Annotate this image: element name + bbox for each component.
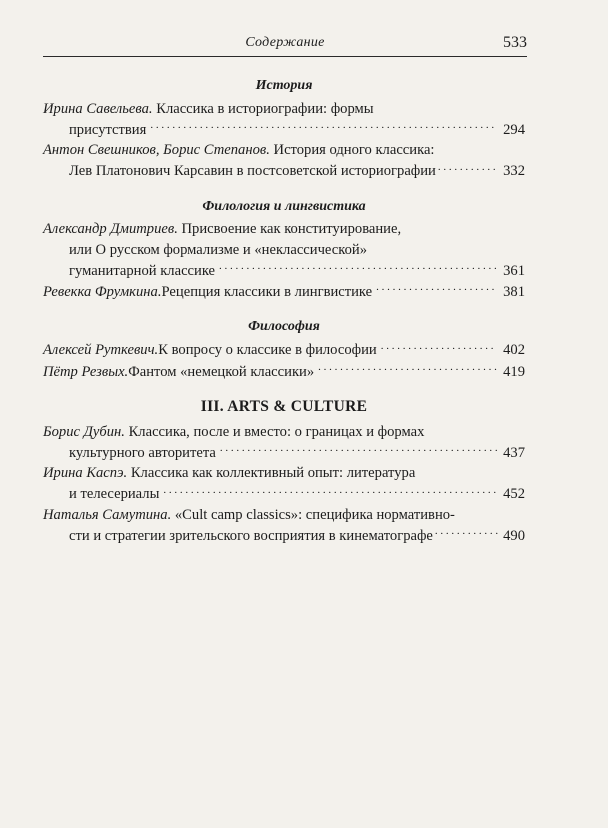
dot-leader <box>381 340 497 355</box>
dot-leader <box>318 361 497 376</box>
dot-leader <box>150 119 497 134</box>
entry-title-continued: и телесериалы <box>69 486 160 503</box>
entry-author: Ревекка Фрумкина. <box>43 283 162 300</box>
entry-author: Ирина Савельева. <box>43 100 153 117</box>
entry-title-continued: сти и стратегии зрительского восприятия в кинематографе <box>69 527 433 544</box>
entry-title: Рецепция классики в лингвистике <box>161 283 373 300</box>
toc-entry[interactable] <box>43 219 525 281</box>
table-of-contents <box>43 76 525 561</box>
dot-leader <box>220 442 497 457</box>
page-header <box>43 34 527 54</box>
entry-page-number: 402 <box>503 342 525 359</box>
dot-leader <box>435 525 499 540</box>
entry-author: Ирина Каспэ. <box>43 465 128 482</box>
entry-page-number: 294 <box>503 121 525 138</box>
toc-entry[interactable] <box>43 463 525 505</box>
entry-author: Наталья Самутина. <box>43 506 172 523</box>
toc-entry[interactable] <box>43 99 525 141</box>
page-number: 533 <box>503 34 527 51</box>
toc-part-arts-culture <box>43 397 525 546</box>
toc-entry[interactable] <box>43 505 525 547</box>
section-title: Философия <box>248 319 320 335</box>
header-rule <box>43 56 527 57</box>
entry-title: «Cult camp classics»: специфика нормативно- <box>171 506 455 523</box>
entry-title: История одного классика: <box>269 142 435 159</box>
entry-author: Антон Свешников, Борис Степанов. <box>43 142 270 159</box>
dot-leader <box>376 281 497 296</box>
entry-page-number: 419 <box>503 363 525 380</box>
toc-section-philology <box>43 197 525 303</box>
entry-title: Фантом «немецкой классики» <box>128 363 315 380</box>
entry-title-continued: культурного авторитета <box>69 444 216 461</box>
entry-page-number: 437 <box>503 444 525 461</box>
entry-page-number: 490 <box>503 527 525 544</box>
section-title: Филология и лингвистика <box>202 198 366 214</box>
toc-section-history <box>43 76 525 182</box>
entry-page-number: 332 <box>503 163 525 180</box>
entry-page-number: 381 <box>503 283 525 300</box>
entry-title: Присвоение как конституирование, <box>177 221 402 238</box>
entry-title: К вопросу о классике в философии <box>158 342 377 359</box>
entry-title-continued: Лев Платонович Карсавин в постсоветской историографии <box>69 163 436 180</box>
dot-leader <box>219 260 497 275</box>
entry-page-number: 361 <box>503 262 525 279</box>
dot-leader <box>438 161 499 176</box>
toc-entry[interactable] <box>43 340 525 361</box>
entry-author: Пётр Резвых. <box>43 363 129 380</box>
part-title: III. ARTS & CULTURE <box>200 398 368 416</box>
toc-entry[interactable] <box>43 281 525 302</box>
entry-author: Александр Дмитриев. <box>43 221 178 238</box>
entry-title-continued: или О русском формализме и «неклассической» <box>69 241 367 258</box>
entry-title: Классика в историографии: формы <box>152 100 374 117</box>
toc-entry[interactable] <box>43 422 525 464</box>
section-title: История <box>255 78 313 93</box>
entry-author: Алексей Руткевич. <box>43 342 159 359</box>
entry-title-continued: гуманитарной классике <box>69 262 216 279</box>
dot-leader <box>163 484 497 499</box>
entry-title-continued: присутствия <box>69 121 147 138</box>
entry-title: Классика как коллективный опыт: литература <box>127 465 416 482</box>
entry-page-number: 452 <box>503 486 525 503</box>
entry-author: Борис Дубин. <box>43 423 125 440</box>
entry-title: Классика, после и вместо: о границах и формах <box>124 423 425 440</box>
running-title: Содержание <box>245 35 325 50</box>
toc-entry[interactable] <box>43 361 525 382</box>
toc-section-philosophy <box>43 317 525 382</box>
toc-entry[interactable] <box>43 140 525 182</box>
